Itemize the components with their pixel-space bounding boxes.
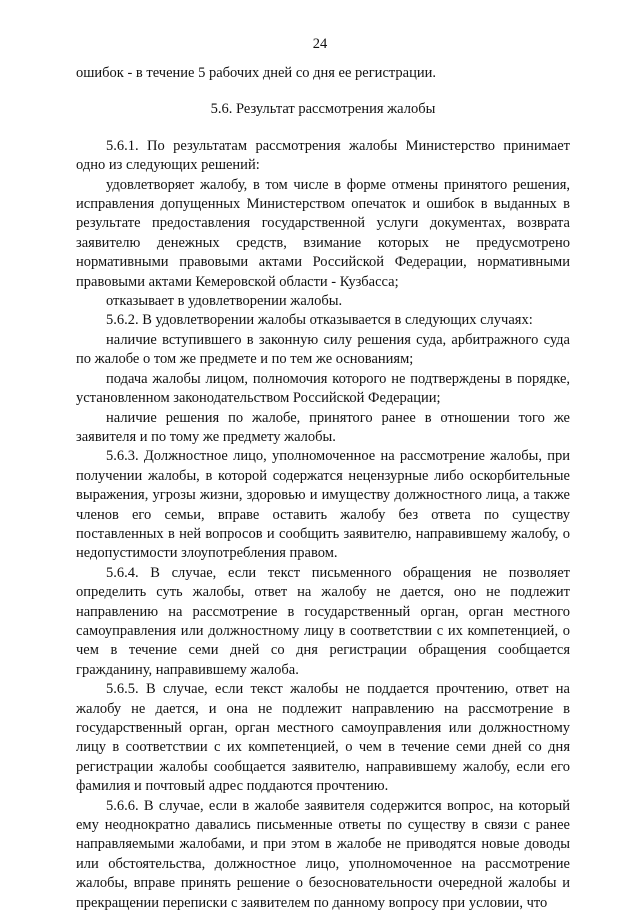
page-number: 24 (312, 36, 328, 52)
paragraph-5-6-5: 5.6.5. В случае, если текст жалобы не поддается прочтению, ответ на жалобу не дается, и она не подлежит направлению на рассмотрение в государственный орган, орган местного самоуправления или должностному лицу в соответствии с их компетенцией, о чем в течение семи дней со дня регистрации жалобы сообщается заявителю, направившему жалобу, если его фамилия и почтовый адрес поддаются прочтению. (76, 681, 570, 795)
document-body (76, 64, 570, 913)
paragraph-refusal-court-decision: наличие вступившего в законную силу решения суда, арбитражного суда по жалобе о том же предмете и по тем же основаниям; (76, 331, 570, 368)
paragraph-5-6-3: 5.6.3. Должностное лицо, уполномоченное на рассмотрение жалобы, при получении жалобы, в которой содержатся нецензурные либо оскорбительные выражения, угрозы жизни, здоровью и имуществу должностного лица, а также членов его семьи, вправе оставить жалобу без ответа по существу поставленных в ней вопросов и сообщить заявителю, направившему жалобу, о недопустимости злоупотребления правом. (76, 448, 570, 562)
paragraph-decision-refuse: отказывает в удовлетворении жалобы. (106, 293, 343, 310)
paragraph-decision-satisfy: удовлетворяет жалобу, в том числе в форме отмены принятого решения, исправления допущенных Министерством опечаток и ошибок в выданных в результате предоставления государственной услуги документах, возврата заявителю денежных средств, взимание которых не предусмотрено нормативными правовыми актами Российской Федерации, нормативными правовыми актами Кемеровской области - Кузбасса; (76, 176, 570, 290)
paragraph-5-6-1: 5.6.1. По результатам рассмотрения жалобы Министерство принимает одно из следующих решений: (76, 137, 570, 174)
paragraph-refusal-authority: подача жалобы лицом, полномочия которого не подтверждены в порядке, установленном законодательством Российской Федерации; (76, 370, 570, 407)
paragraph-5-6-4: 5.6.4. В случае, если текст письменного обращения не позволяет определить суть жалобы, ответ на жалобу не дается, оно не подлежит направлению на рассмотрение в государственный орган, орган местного самоуправления или должностному лицу в соответствии с их компетенцией, о чем в течение семи дней со дня регистрации обращения сообщается гражданину, направившему жалоба. (76, 564, 570, 678)
paragraph-5-6-6: 5.6.6. В случае, если в жалобе заявителя содержится вопрос, на который ему неоднократно давались письменные ответы по существу в связи с ранее направляемыми жалобами, и при этом в жалобе не приводятся новые доводы или обстоятельства, должностное лицо, уполномоченное на рассмотрение жалобы, вправе принять решение о безосновательности очередной жалобы и прекращении переписки с заявителем по данному вопросу при условии, что (76, 797, 570, 911)
paragraph-5-6-2: 5.6.2. В удовлетворении жалобы отказывается в следующих случаях: (106, 312, 533, 329)
section-heading: 5.6. Результат рассмотрения жалобы (210, 101, 436, 118)
continuation-text: ошибок - в течение 5 рабочих дней со дня ее регистрации. (76, 65, 436, 81)
paragraph-refusal-prior-decision: наличие решения по жалобе, принятого ранее в отношении того же заявителя и по тому же предмету жалобы. (76, 409, 570, 445)
